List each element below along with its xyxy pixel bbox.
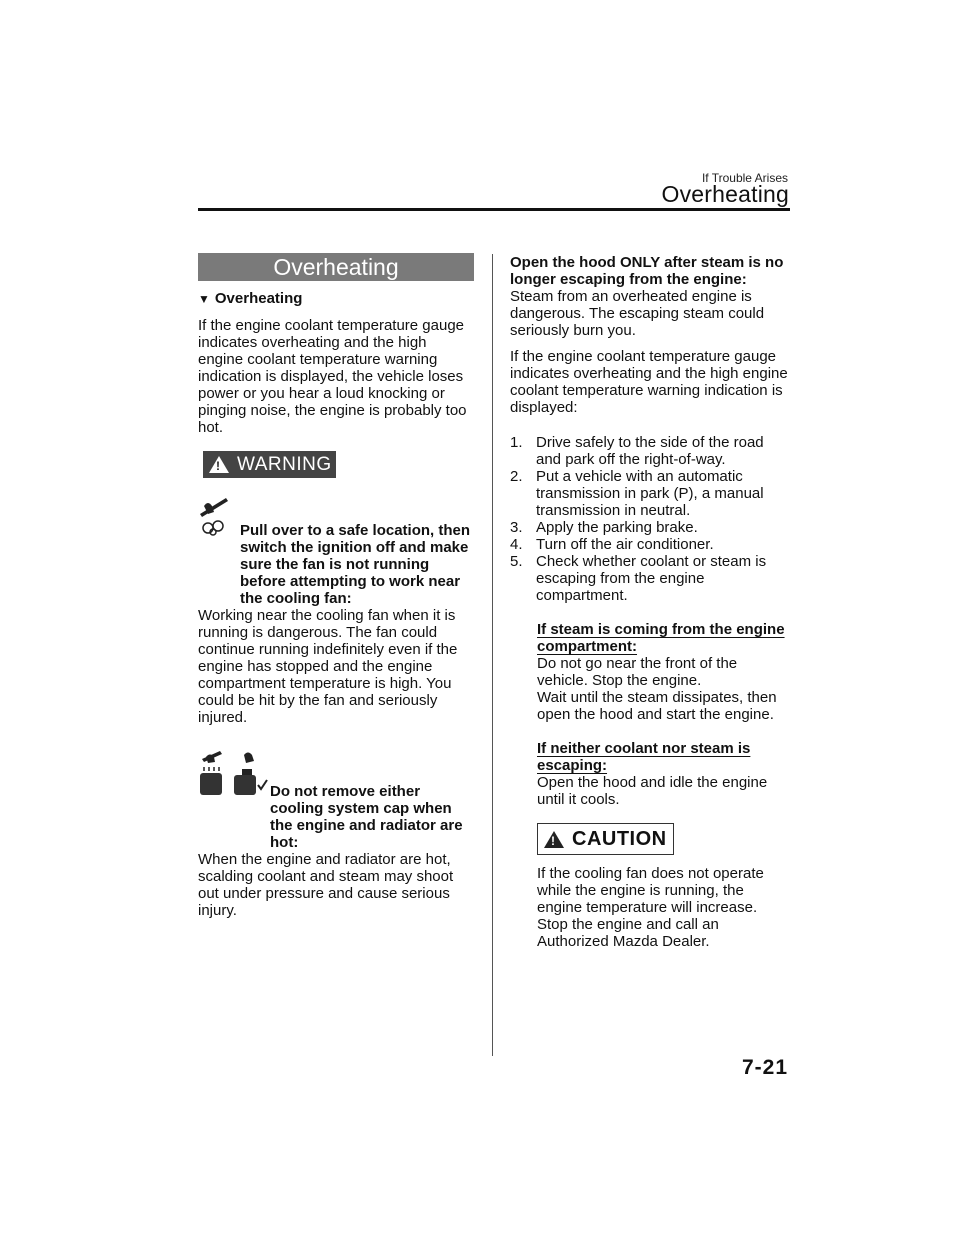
warning-triangle-icon: !: [209, 456, 229, 473]
right-column: [510, 254, 792, 950]
no-steam-heading: If neither coolant nor steam is escaping:: [537, 740, 751, 774]
warning-item-fan: [198, 496, 474, 726]
column-divider: [492, 254, 493, 1056]
list-item: 5. Check whether coolant or steam is escaping from the engine compartment.: [510, 553, 767, 604]
caution-body: If the cooling fan does not operate while the engine is running, the engine temperature will increase. Stop the engine and call an Authorized Mazda Dealer.: [537, 865, 764, 950]
warning-badge: [203, 451, 336, 478]
steam-body-2: Wait until the steam dissipates, then open the hood and start the engine.: [537, 689, 777, 723]
header-chapter: If Trouble Arises: [701, 171, 788, 185]
triangle-down-icon: ▼: [198, 292, 210, 306]
warning-label: WARNING: [237, 454, 332, 475]
caution-badge: [537, 823, 674, 855]
subheading-text: Overheating: [214, 290, 303, 307]
steam-block: [537, 621, 792, 723]
caution-label: CAUTION: [572, 827, 667, 850]
right-intro: If the engine coolant temperature gauge indicates overheating and the high engine coolant temperature warning indication is displayed:: [510, 348, 788, 416]
no-steam-body: Open the hood and idle the engine until it cools.: [537, 774, 768, 808]
caution-block: [537, 823, 792, 950]
list-item: 2. Put a vehicle with an automatic transmission in park (P), a manual transmission in neutral.: [510, 468, 764, 519]
section-banner: Overheating: [198, 253, 474, 281]
warning-2-body: When the engine and radiator are hot, scalding coolant and steam may shoot out under pressure and cause serious injury.: [198, 851, 454, 919]
no-steam-block: [537, 740, 792, 808]
header-title: Overheating: [661, 181, 789, 207]
warning-item-cap: [198, 751, 474, 919]
warning-2-title: Do not remove either cooling system cap when the engine and radiator are hot:: [270, 783, 463, 851]
hood-warning-title: Open the hood ONLY after steam is no longer escaping from the engine:: [510, 254, 784, 288]
steam-heading: If steam is coming from the engine compartment:: [537, 621, 785, 655]
warning-1-title: Pull over to a safe location, then switch the ignition off and make sure the fan is not running before attempting to work near the cooling fan:: [240, 522, 471, 607]
steam-body-1: Do not go near the front of the vehicle. Stop the engine.: [537, 655, 738, 689]
warning-1-body: Working near the cooling fan when it is running is dangerous. The fan could continue running indefinitely even if the engine has stopped and the engine compartment temperature is high. You could be hit by the fan and seriously injured.: [198, 607, 458, 726]
header-rule: [198, 208, 790, 211]
list-item: 1. Drive safely to the side of the road and park off the right-of-way.: [510, 434, 764, 468]
subheading: [198, 290, 474, 308]
caution-triangle-icon: !: [544, 831, 564, 848]
left-column: [198, 253, 474, 919]
list-item: 3. Apply the parking brake.: [510, 519, 698, 536]
page-number: 7-21: [741, 1056, 788, 1079]
steps-list: [510, 434, 792, 604]
intro-paragraph: If the engine coolant temperature gauge indicates overheating and the high engine coolant temperature warning indication is displayed, the vehicle loses power or you hear a loud knocking or pinging noise, the engine is probably too hot.: [198, 317, 467, 436]
list-item: 4. Turn off the air conditioner.: [510, 536, 714, 553]
hood-warning-body: Steam from an overheated engine is dangerous. The escaping steam could seriously burn you.: [510, 288, 765, 339]
